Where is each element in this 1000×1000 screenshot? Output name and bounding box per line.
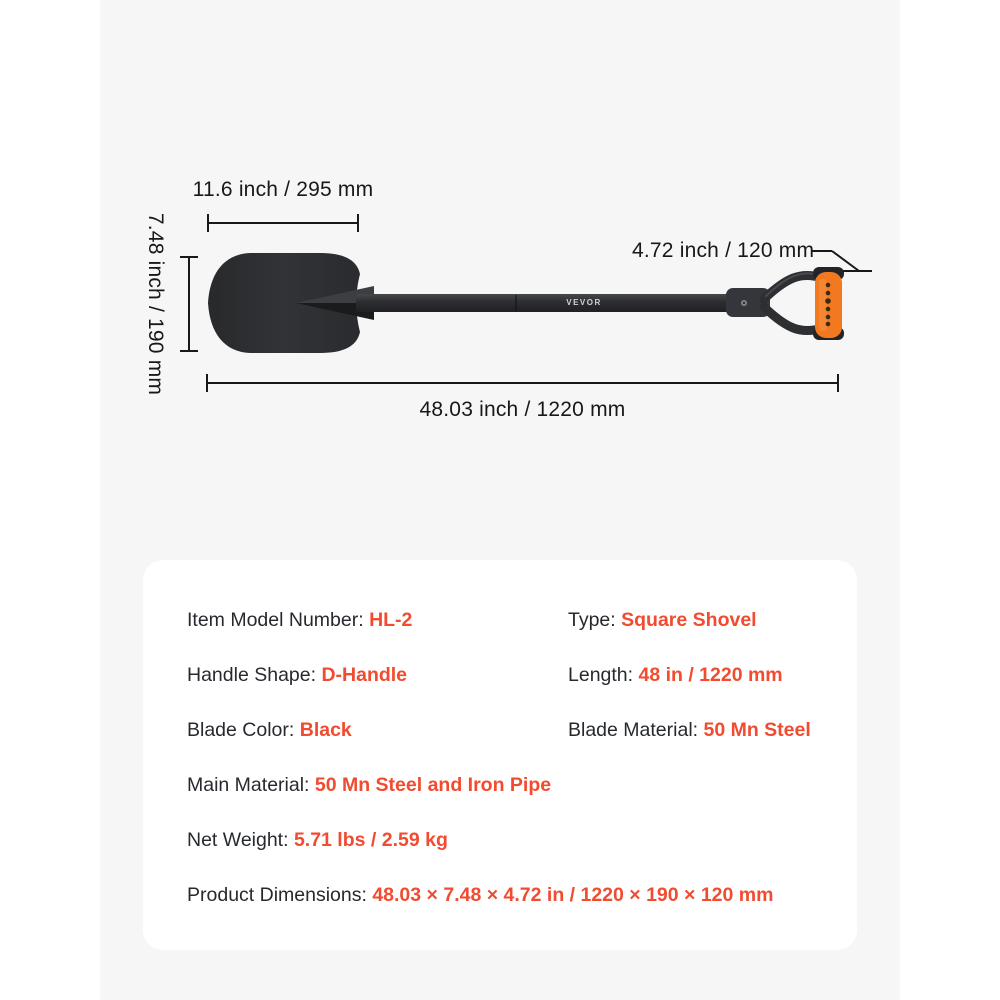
spec-value: 50 Mn Steel and Iron Pipe (314, 774, 552, 796)
spec-value: HL-2 (369, 609, 413, 631)
d-handle-frame (764, 273, 822, 330)
dimension-line-total-length (207, 374, 838, 392)
spec-value: 48.03 × 7.48 × 4.72 in / 1220 × 190 × 120 mm (372, 884, 774, 906)
spec-label: Item Model Number: (187, 609, 370, 631)
spec-value: 50 Mn Steel (703, 719, 811, 741)
spec-label: Product Dimensions: (187, 884, 373, 906)
d-handle-grip (813, 267, 844, 340)
spec-type (568, 608, 757, 632)
spec-label: Blade Color: (187, 719, 300, 741)
spec-length (568, 663, 783, 687)
spec-label: Net Weight: (187, 829, 294, 851)
dimension-label-handle: 4.72 inch / 120 mm (632, 239, 815, 262)
spec-blade-color (187, 718, 352, 742)
spec-product-dimensions (187, 883, 773, 907)
spec-blade-material (568, 718, 811, 742)
spec-value: Square Shovel (621, 609, 757, 631)
spec-value: 48 in / 1220 mm (638, 664, 783, 686)
spec-value: 5.71 lbs / 2.59 kg (293, 829, 448, 851)
brand-logo-shaft: VEVOR (566, 298, 602, 307)
spec-label: Type: (568, 609, 622, 631)
dimension-label-blade-height: 7.48 inch / 190 mm (144, 212, 167, 396)
spec-label: Handle Shape: (187, 664, 322, 686)
spec-item-model-number (187, 608, 412, 632)
spec-value: D-Handle (321, 664, 408, 686)
dimension-line-blade-width (208, 214, 358, 232)
specs-panel (143, 560, 857, 950)
shaft-shape (356, 294, 730, 312)
spec-value: Black (299, 719, 352, 741)
spec-label: Main Material: (187, 774, 315, 796)
spec-label: Length: (568, 664, 639, 686)
dimension-label-blade-width: 11.6 inch / 295 mm (192, 178, 374, 201)
spec-net-weight (187, 828, 448, 852)
dimension-line-blade-height (180, 257, 198, 351)
dimension-label-total-length: 48.03 inch / 1220 mm (419, 398, 626, 421)
spec-label: Blade Material: (568, 719, 704, 741)
spec-main-material (187, 773, 551, 797)
spec-handle-shape (187, 663, 407, 687)
